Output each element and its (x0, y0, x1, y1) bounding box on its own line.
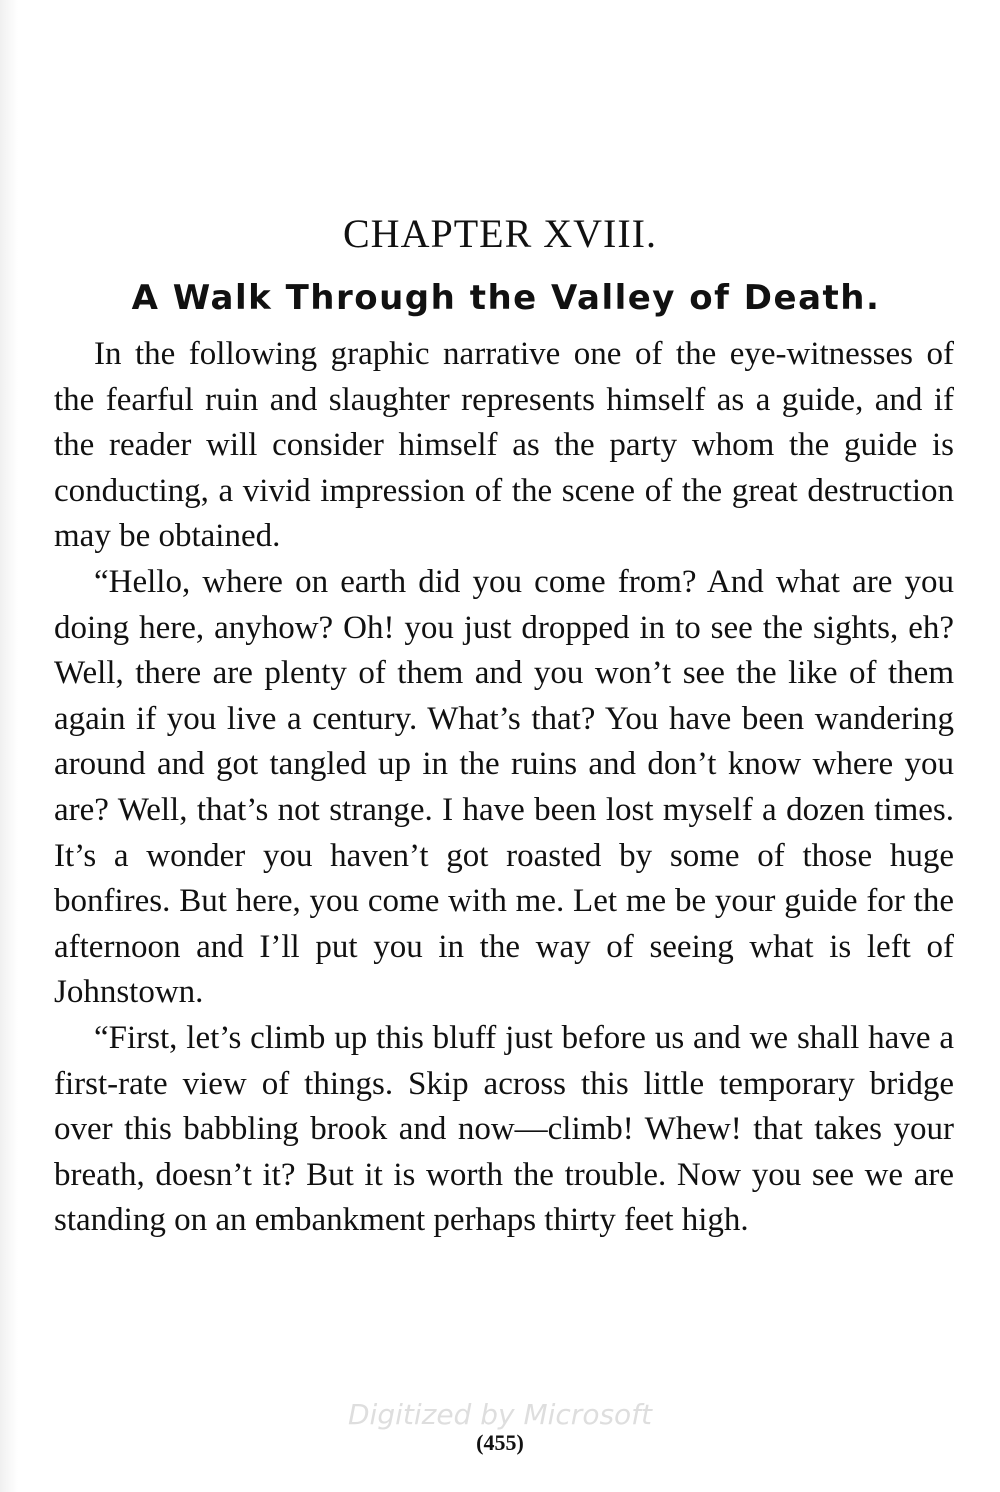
paragraph: “Hello, where on earth did you come from? And what are you doing here, anyhow? Oh! you just dropped in to see the sights, eh? Well, there are plenty of them and you won’t see the like of them again if you live a century. What’s that? You have been wandering around and got tangled up in the ruins and don’t know where you are? Well, that’s not strange. I have been lost myself a dozen times. It’s a wonder you haven’t got roasted by some of those huge bonfires. But here, you come with me. Let me be your guide for the afternoon and I’ll put you in the way of seeing what is left of Johnstown. (54, 563, 954, 1011)
page-number: (455) (476, 1430, 524, 1455)
digitization-watermark: Digitized by Microsoft (347, 1398, 653, 1431)
paragraph: In the following graphic narrative one of the eye-witnesses of the fearful ruin and slaughter represents himself as a guide, and if the reader will consider himself as the party whom the guide is conducting, a vivid impression of the scene of the great destruction may be obtained. (54, 336, 954, 555)
paragraph: “First, let’s climb up this bluff just before us and we shall have a first-rate view of things. Skip across this little temporary bridge over this babbling brook and now—climb! Whew! that takes your breath, doesn’t it? But it is worth the trouble. Now you see we are standing on an embankment perhaps thirty feet high. (54, 1019, 954, 1239)
chapter-title: CHAPTER XVIII. (343, 211, 657, 256)
chapter-subtitle: A Walk Through the Valley of Death. (131, 278, 881, 318)
chapter-body (54, 332, 954, 1244)
